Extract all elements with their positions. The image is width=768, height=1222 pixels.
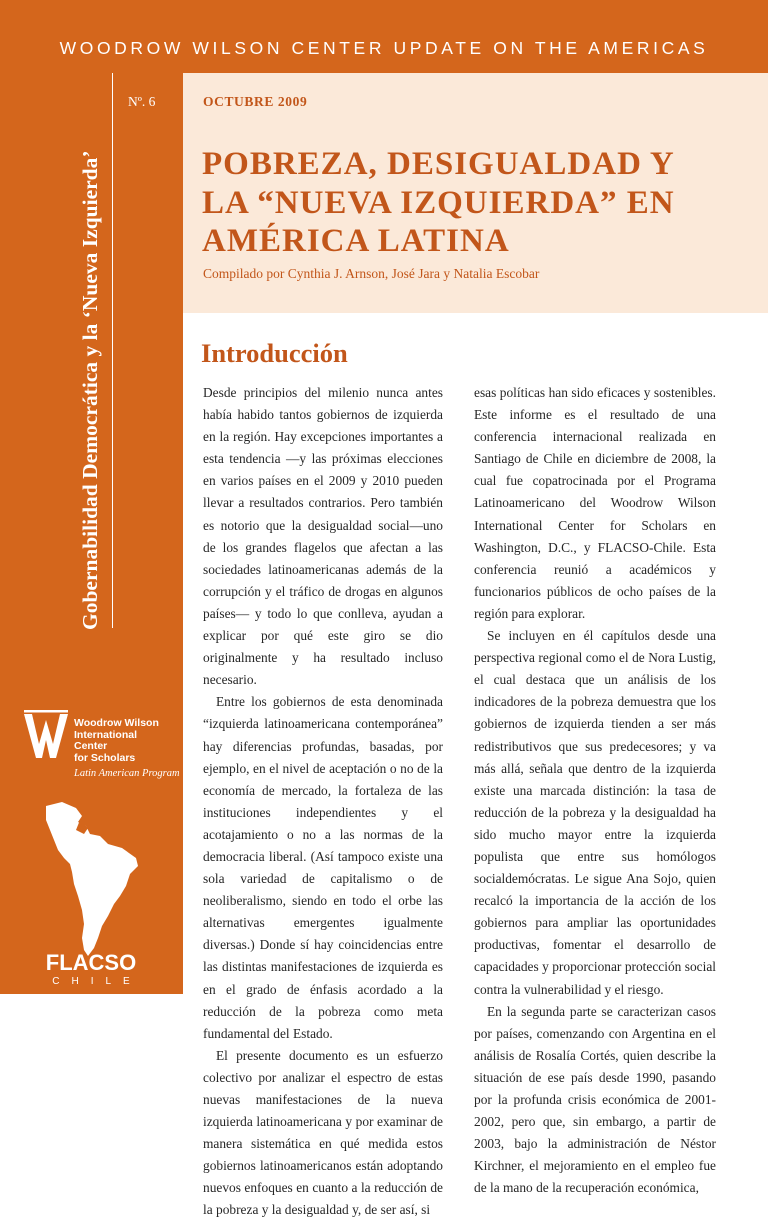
wilson-center-logo[interactable] — [22, 710, 180, 790]
issue-date: OCTUBRE 2009 — [203, 94, 308, 109]
flacso-logo[interactable]: FLACSO — [45, 950, 137, 975]
flacso-country: CHILE — [52, 976, 142, 987]
issue-number: Nº. 6 — [128, 94, 156, 109]
latin-american-program-label: Latin American Program — [74, 768, 180, 779]
paragraph: esas políticas han sido eficaces y sostenibles. Este informe es el resultado de una conferencia internacional realizada en Santiago de Chile en diciembre de 2008, la cual fue copatrocinada por el Programa Latinoamericano del Woodrow Wilson International Center for Scholars en Washington, D.C., y FLACSO-Chile. Esta conferencia reunió a académicos y funcionarios públicos de ocho países de la región para explorar. — [474, 385, 716, 621]
title-line: AMÉRICA LATINA — [202, 223, 510, 259]
compiled-by: Compilado por Cynthia J. Arnson, José Jara y Natalia Escobar — [203, 266, 540, 281]
wilson-name-line: International — [74, 728, 138, 741]
paragraph: El presente documento es un esfuerzo colectivo por analizar el espectro de estas nuevas manifestaciones de la nueva izquierda latinoamericana y por examinar de manera sistemática en qué medida estos gobiernos latinoamericanos están adoptando nuevos enfoques en cuanto a la reducción de la pobreza y la desigualdad y, de ser así, si — [203, 1047, 443, 1218]
publication-series: WOODROW WILSON CENTER UPDATE ON THE AMERICAS — [59, 38, 709, 58]
paragraph: En la segunda parte se caracterizan casos por países, comenzando con Argentina en el análisis de Rosalía Cortés, quien describe la situación de ese país desde 1990, pasando por la profunda crisis económica de 2001-2002, pero que, sin embargo, a partir de 2003, bajo la administración de Néstor Kirchner, el mejoramiento en el empleo fue de la mano de la recuperación económica, — [474, 1003, 716, 1196]
wilson-center-name — [74, 718, 174, 764]
sidebar-divider — [112, 73, 113, 628]
title-line: POBREZA, DESIGUALDAD Y — [202, 146, 675, 182]
paragraph: Entre los gobiernos de esta denominada “izquierda latinoamericana contemporánea” hay diferencias profundas, basadas, por ejemplo, en el nivel de aceptación o no de la economía de mercado, la fortaleza de las instituciones independientes y el acotajamiento o no a las normas de la democracia liberal. (Así tampoco existe una sola variedad de capitalismo o de neoliberalismo, siendo en todo el orbe las alternativas emergentes igualmente diversas.) Donde sí hay coincidencias entre las distintas manifestaciones de izquierda es en el grado de énfasis acordado a la reducción de la pobreza como meta fundamental del Estado. — [203, 694, 443, 1041]
body-column-left — [203, 382, 443, 1222]
top-banner — [0, 0, 768, 73]
wilson-name-line: Woodrow Wilson — [74, 717, 159, 729]
title-line: LA “NUEVA IZQUIERDA” EN — [202, 184, 675, 221]
wilson-name-line: for Scholars — [74, 751, 136, 764]
latin-america-map-icon — [42, 800, 142, 960]
wilson-name-line: Center — [74, 740, 108, 752]
paragraph: Desde principios del milenio nunca antes había habido tantos gobiernos de izquierda en la región. Hay excepciones importantes a esta tendencia —y las próximas elecciones en varios países en el 2009 y 2010 pueden llevar a resultados contrarios. Pero también es notorio que la desigualdad social—uno de los grandes flagelos que afectan a las sociedades latinoamericanas además de la corrupción y el tráfico de drogas en algunos países— y todo lo que conlleva, ayudan a explicar por qué este giro se dio originalmente y ha resultado incluso necesario. — [203, 385, 443, 688]
wilson-w-icon — [22, 710, 70, 762]
page-title — [202, 145, 742, 261]
series-title-vertical: Gobernabilidad Democrática y la ‘Nueva Izquierda’ — [78, 150, 102, 630]
paragraph: Se incluyen en él capítulos desde una perspectiva regional como el de Nora Lustig, el cual destaca que un análisis de los indicadores de la pobreza demuestra que los gobiernos de izquierda tienden a ser más redistributivos que sus predecesores; y va más allá, señala que dentro de la izquierda existe una marcada distinción: la tasa de reducción de la pobreza y la desigualdad ha sido mucho mayor entre la izquierda populista que entre sus homólogos socialdemócratas. Le sigue Ana Sojo, quien recalcó la importancia de la acción de los gobiernos para ampliar las oportunidades productivas, fomentar el desarrollo de capacidades y proporcionar protección social contra la vulnerabilidad y el riesgo. — [474, 628, 716, 997]
section-heading: Introducción — [201, 338, 348, 368]
body-column-right — [474, 382, 716, 1199]
